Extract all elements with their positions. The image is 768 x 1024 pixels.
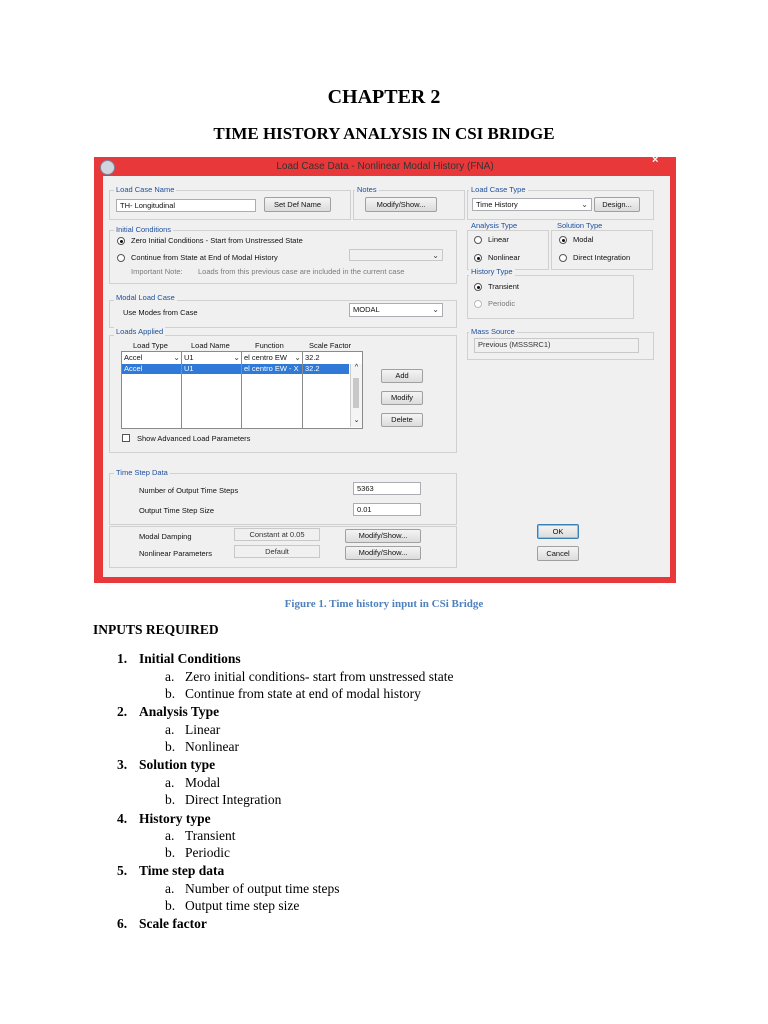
direct-integration-text: Direct Integration — [573, 253, 631, 262]
grid-scrollbar[interactable] — [350, 364, 362, 427]
edit-function[interactable] — [242, 352, 302, 363]
list-item-number: 3. — [117, 757, 128, 772]
list-item-label: Solution type — [139, 757, 216, 772]
loads-applied-label: Loads Applied — [116, 327, 164, 336]
sub-item-text: Nonlinear — [185, 739, 239, 754]
list-item-number: 1. — [117, 651, 128, 666]
sub-item-letter: a. — [165, 722, 175, 737]
table-row-cell-load-name[interactable]: U1 — [182, 364, 241, 374]
load-case-type-select[interactable] — [472, 198, 592, 211]
modify-button[interactable]: Modify — [381, 391, 423, 405]
sub-item-text: Modal — [185, 775, 221, 790]
zero-initial-radio[interactable] — [117, 237, 125, 245]
chevron-down-icon: ⌄ — [173, 353, 180, 362]
window-title: Load Case Data - Nonlinear Modal History (FNA) — [276, 161, 494, 172]
scroll-up-icon[interactable]: ^ — [354, 364, 359, 371]
num-steps-input[interactable]: 5363 — [353, 482, 421, 495]
modal-case-value: MODAL — [353, 305, 380, 314]
direct-integration-radio[interactable] — [559, 254, 567, 262]
load-case-name-input[interactable]: TH- Longitudinal — [116, 199, 256, 212]
chevron-down-icon: ⌄ — [294, 353, 301, 362]
transient-text: Transient — [488, 282, 519, 291]
modal-radio[interactable] — [559, 236, 567, 244]
ok-button[interactable]: OK — [537, 524, 579, 539]
col-header-function: Function — [255, 341, 284, 350]
inputs-heading: INPUTS REQUIRED — [93, 622, 219, 637]
step-size-label: Output Time Step Size — [139, 506, 215, 515]
edit-load-name[interactable] — [182, 352, 241, 363]
col-header-load-type: Load Type — [133, 341, 168, 350]
history-type-label: History Type — [471, 267, 513, 276]
sub-item-letter: b. — [165, 898, 176, 913]
modal-damping-button[interactable]: Modify/Show... — [345, 529, 421, 543]
modal-case-select[interactable] — [349, 303, 443, 317]
solution-type-label: Solution Type — [557, 221, 603, 230]
list-item-number: 6. — [117, 916, 128, 931]
col-header-load-name: Load Name — [191, 341, 230, 350]
sub-item-letter: a. — [165, 881, 175, 896]
list-item-label: Time step data — [139, 863, 225, 878]
initial-conditions-label: Initial Conditions — [116, 225, 172, 234]
delete-button[interactable]: Delete — [381, 413, 423, 427]
chevron-down-icon: ⌄ — [233, 353, 240, 362]
show-advanced-checkbox[interactable] — [122, 434, 130, 442]
linear-radio[interactable] — [474, 236, 482, 244]
use-modes-text: Use Modes from Case — [123, 308, 198, 317]
sub-item-letter: a. — [165, 775, 175, 790]
modal-load-case-label: Modal Load Case — [116, 293, 175, 302]
nonlinear-params-value: Default — [234, 545, 320, 558]
cancel-button[interactable]: Cancel — [537, 546, 579, 561]
sub-item-text: Zero initial conditions- start from unstressed state — [185, 669, 454, 684]
load-case-type-label: Load Case Type — [471, 185, 526, 194]
loads-grid — [121, 351, 363, 429]
chevron-down-icon: ⌄ — [432, 305, 439, 314]
important-note-text: Loads from this previous case are included in the current case — [198, 267, 405, 276]
list-item-label: Analysis Type — [139, 704, 220, 719]
sub-item-text: Periodic — [185, 845, 230, 860]
continue-state-text: Continue from State at End of Modal History — [131, 253, 278, 262]
table-row-cell-function[interactable]: el centro EW - X — [242, 364, 302, 374]
periodic-text: Periodic — [488, 299, 516, 308]
section-heading: TIME HISTORY ANALYSIS IN CSI BRIDGE — [213, 124, 555, 143]
set-def-name-button[interactable]: Set Def Name — [264, 197, 331, 212]
nonlinear-params-label: Nonlinear Parameters — [139, 549, 212, 558]
chevron-down-icon: ⌄ — [581, 200, 588, 209]
sub-item-letter: a. — [165, 669, 175, 684]
list-item-number: 2. — [117, 704, 128, 719]
sub-item-letter: b. — [165, 845, 176, 860]
load-case-name-label: Load Case Name — [116, 185, 175, 194]
modal-damping-label: Modal Damping — [139, 532, 192, 541]
mass-source-label: Mass Source — [471, 327, 515, 336]
edit-scale-factor[interactable]: 32.2 — [305, 353, 320, 362]
time-step-label: Time Step Data — [116, 468, 168, 477]
notes-modify-button[interactable]: Modify/Show... — [365, 197, 437, 212]
list-item-label: Scale factor — [139, 916, 207, 931]
linear-text: Linear — [488, 235, 509, 244]
chapter-title: CHAPTER 2 — [327, 86, 441, 108]
load-case-type-value: Time History — [476, 200, 518, 209]
show-advanced-text: Show Advanced Load Parameters — [137, 434, 251, 443]
sub-item-letter: a. — [165, 828, 175, 843]
periodic-radio[interactable] — [474, 300, 482, 308]
sub-item-text: Linear — [185, 722, 221, 737]
design-button[interactable]: Design... — [594, 197, 640, 212]
solution-type-group — [551, 230, 653, 270]
important-note-label: Important Note: — [131, 267, 183, 276]
transient-radio[interactable] — [474, 283, 482, 291]
dialog-body — [103, 176, 670, 577]
time-step-group — [109, 473, 457, 525]
figure-caption: Figure 1. Time history input in CSi Bridge — [284, 598, 484, 610]
close-icon[interactable]: × — [652, 154, 659, 166]
step-size-input[interactable]: 0.01 — [353, 503, 421, 516]
mass-source-field: Previous (MSSSRC1) — [474, 338, 639, 353]
sub-item-letter: b. — [165, 792, 176, 807]
modal-history-select[interactable] — [349, 249, 443, 261]
table-row-cell-scale-factor[interactable]: 32.2 — [303, 364, 349, 374]
list-item-number: 5. — [117, 863, 128, 878]
modal-text: Modal — [573, 235, 594, 244]
zero-initial-text: Zero Initial Conditions - Start from Unstressed State — [131, 236, 303, 245]
edit-function-value: el centro EW — [244, 353, 287, 362]
sub-item-text: Direct Integration — [185, 792, 282, 807]
nonlinear-params-button[interactable]: Modify/Show... — [345, 546, 421, 560]
scroll-down-icon[interactable]: ⌄ — [353, 417, 360, 424]
scroll-thumb[interactable] — [353, 378, 359, 408]
sub-item-text: Continue from state at end of modal history — [185, 686, 421, 701]
list-item-label: History type — [139, 811, 211, 826]
sub-item-letter: b. — [165, 739, 176, 754]
nonlinear-radio[interactable] — [474, 254, 482, 262]
edit-load-type-value: Accel — [124, 353, 143, 362]
continue-state-radio[interactable] — [117, 254, 125, 262]
sub-item-text: Transient — [185, 828, 236, 843]
sub-item-text: Number of output time steps — [185, 881, 340, 896]
add-button[interactable]: Add — [381, 369, 423, 383]
edit-load-type[interactable] — [122, 352, 181, 363]
sub-item-letter: b. — [165, 686, 176, 701]
table-row-cell-load-type[interactable]: Accel — [122, 364, 181, 374]
sub-item-text: Output time step size — [185, 898, 300, 913]
modal-damping-value: Constant at 0.05 — [234, 528, 320, 541]
analysis-type-label: Analysis Type — [471, 221, 518, 230]
chevron-down-icon: ⌄ — [432, 251, 439, 260]
num-steps-label: Number of Output Time Steps — [139, 486, 239, 495]
notes-label: Notes — [357, 185, 377, 194]
edit-load-name-value: U1 — [184, 353, 194, 362]
app-icon — [100, 160, 115, 175]
list-item-number: 4. — [117, 811, 128, 826]
list-item-label: Initial Conditions — [139, 651, 241, 666]
col-header-scale-factor: Scale Factor — [309, 341, 352, 350]
nonlinear-text: Nonlinear — [488, 253, 521, 262]
